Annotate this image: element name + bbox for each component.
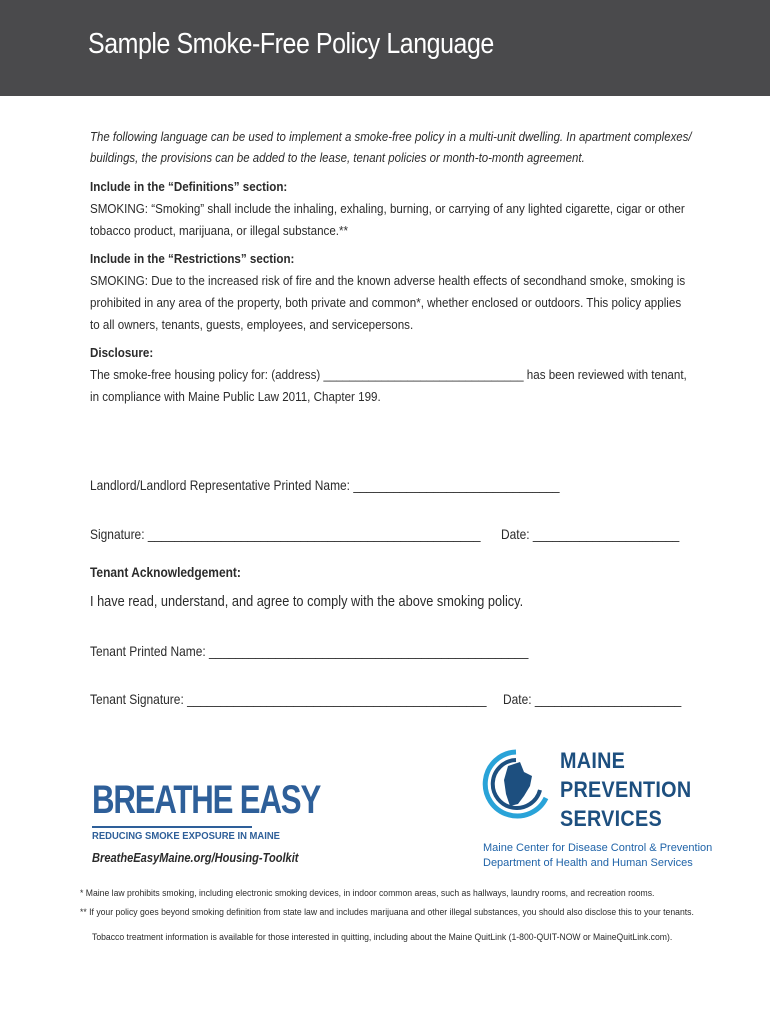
- disclosure-section: [90, 342, 692, 408]
- page-header: [0, 0, 770, 96]
- maine-prevention-services-name: [560, 746, 691, 833]
- footnote: * Maine law prohibits smoking, including electronic smoking devices, in indoor common areas, such as hallways, laundry rooms, and recreation rooms.: [80, 888, 655, 899]
- footnote: ** If your policy goes beyond smoking definition from state law and includes marijuana and other illegal substances, you should also disclose this to your tenants.: [80, 907, 694, 918]
- mps-name-line: SERVICES: [560, 806, 662, 831]
- restrictions-section: [90, 248, 692, 336]
- intro-line: buildings, the provisions can be added to the lease, tenant policies or month-to-month agreement.: [90, 150, 585, 165]
- tenant-signature-field[interactable]: Tenant Signature: _____________________________________________: [90, 692, 487, 707]
- maine-state-emblem-icon: [480, 746, 552, 832]
- page-title: Sample Smoke-Free Policy Language: [88, 28, 494, 60]
- mps-org-line: Maine Center for Disease Control & Prevention: [483, 842, 713, 854]
- mps-name-line: MAINE: [560, 748, 626, 773]
- policy-content: [90, 126, 690, 414]
- restrictions-line: to all owners, tenants, guests, employees, and servicepersons.: [90, 317, 414, 332]
- mps-name-line: PREVENTION: [560, 777, 692, 802]
- mps-org-line: Department of Health and Human Services: [483, 857, 693, 869]
- tenant-date-field[interactable]: Date: ______________________: [503, 692, 682, 707]
- mps-organization: [483, 841, 713, 871]
- restrictions-line: prohibited in any area of the property, both private and common*, whether enclosed or outdoors. This policy applies: [90, 295, 682, 310]
- date-field[interactable]: Date: ______________________: [501, 527, 680, 542]
- acknowledgement-text: I have read, understand, and agree to comply with the above smoking policy.: [90, 594, 524, 610]
- breathe-easy-logo: [92, 778, 321, 842]
- definitions-heading: Include in the “Definitions” section:: [90, 179, 288, 194]
- disclosure-line: in compliance with Maine Public Law 2011, Chapter 199.: [90, 389, 381, 404]
- breathe-easy-title: BREATHE EASY: [92, 778, 321, 822]
- tenant-name-field[interactable]: Tenant Printed Name: ________________________________________________: [90, 644, 529, 659]
- breathe-easy-subtitle: REDUCING SMOKE EXPOSURE IN MAINE: [92, 830, 280, 842]
- disclosure-heading: Disclosure:: [90, 345, 154, 360]
- definitions-section: [90, 176, 692, 242]
- definitions-line: SMOKING: “Smoking” shall include the inhaling, exhaling, burning, or carrying of any lighted cigarette, cigar or other: [90, 201, 685, 216]
- landlord-name-field[interactable]: Landlord/Landlord Representative Printed Name: _______________________________: [90, 478, 560, 493]
- definitions-line: tobacco product, marijuana, or illegal substance.**: [90, 223, 349, 238]
- breathe-easy-rule: [92, 826, 252, 828]
- intro-text: [90, 126, 692, 168]
- intro-line: The following language can be used to implement a smoke-free policy in a multi-unit dwelling. In apartment complexes/: [90, 129, 692, 144]
- tobacco-note: Tobacco treatment information is available for those interested in quitting, including about the Maine QuitLink (1-800-QUIT-NOW or MaineQuitLink.com).: [92, 932, 673, 943]
- disclosure-line: The smoke-free housing policy for: (address) _______________________________ has been reviewed with tenant,: [90, 367, 687, 382]
- restrictions-line: SMOKING: Due to the increased risk of fire and the known adverse health effects of secondhand smoke, smoking is: [90, 273, 686, 288]
- acknowledgement-heading: Tenant Acknowledgement:: [90, 565, 241, 580]
- footnotes: [80, 884, 694, 922]
- signature-field[interactable]: Signature: __________________________________________________: [90, 527, 481, 542]
- breathe-easy-url[interactable]: BreatheEasyMaine.org/Housing-Toolkit: [92, 851, 299, 865]
- restrictions-heading: Include in the “Restrictions” section:: [90, 251, 295, 266]
